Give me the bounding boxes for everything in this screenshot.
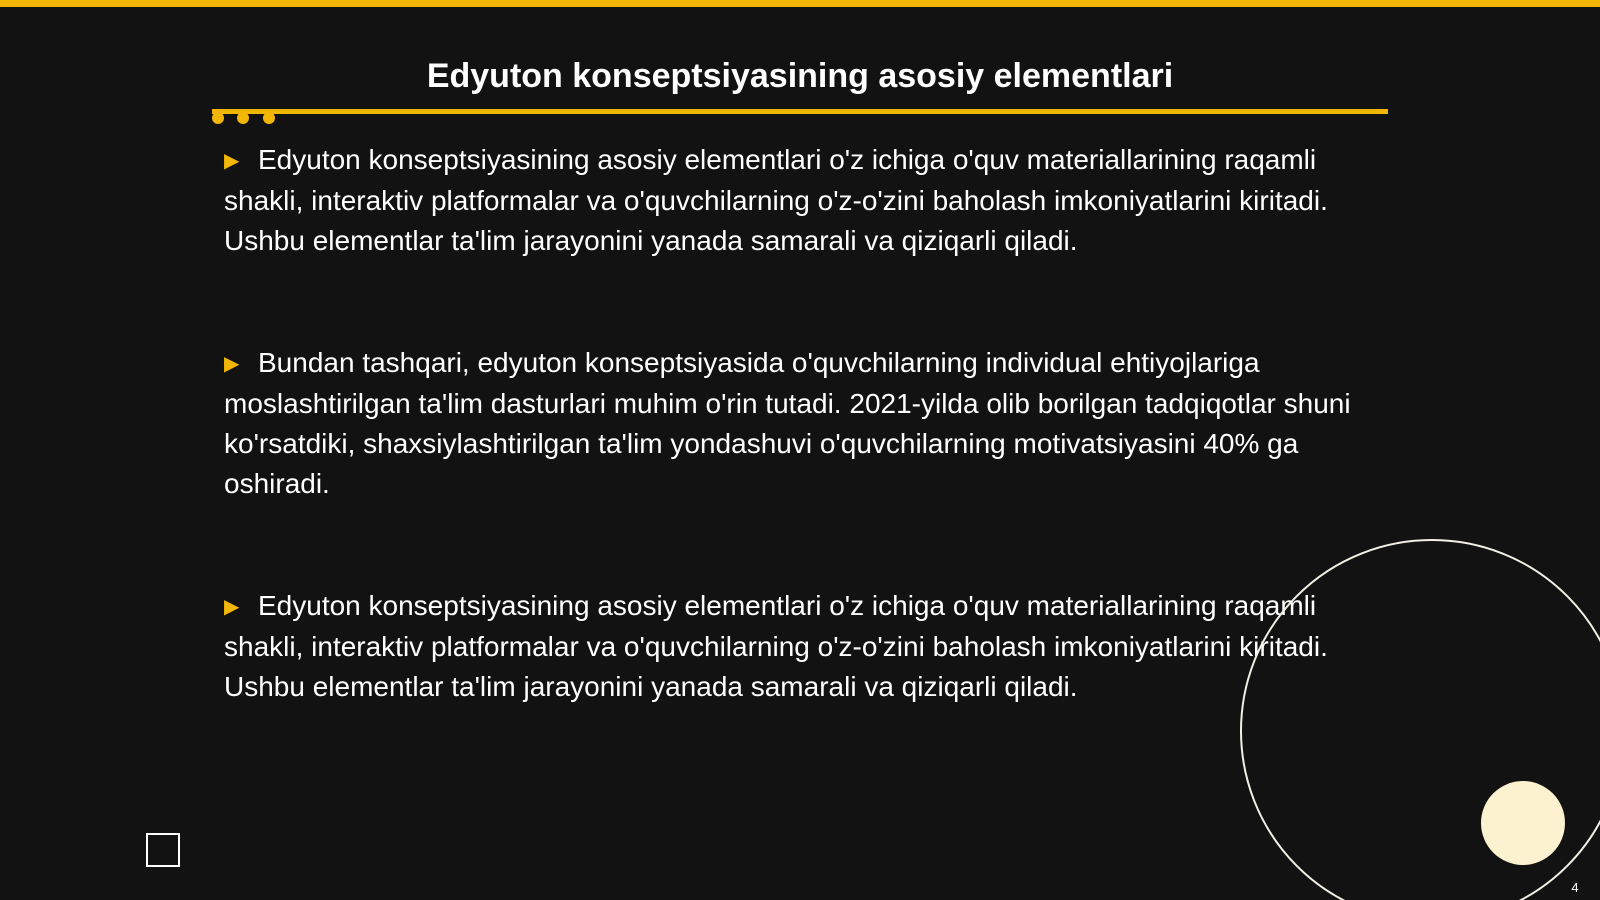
slide-title: Edyuton konseptsiyasining asosiy elementlari — [426, 57, 1174, 95]
triangle-right-icon: ▶ — [224, 353, 240, 375]
page-number: 4 — [1571, 880, 1579, 895]
filled-circle-decor — [1481, 781, 1565, 865]
square-outline-decor — [146, 833, 180, 867]
bullet-text: Edyuton konseptsiyasining asosiy elementlari o'z ichiga o'quv materiallarining raqamli shakli, interaktiv platformalar va o'quvchilarning o'z-o'zini baholash imkoniyatlarini kiritadi. Ushbu elementlar ta'lim jarayonini yanada samarali va qiziqarli qiladi. — [224, 590, 1328, 702]
bullet-paragraph-2 — [224, 343, 1374, 504]
accent-dot — [237, 112, 249, 124]
title-underline — [212, 109, 1388, 114]
bullet-text: Bundan tashqari, edyuton konseptsiyasida o'quvchilarning individual ehtiyojlariga moslashtirilgan ta'lim dasturlari muhim o'rin tutadi. 2021-yilda olib borilgan tadqiqotlar shuni ko'rsatdiki, shaxsiylashtirilgan ta'lim yondashuvi o'quvchilarning motivatsiyasini 40% ga oshiradi. — [224, 347, 1351, 499]
triangle-right-icon: ▶ — [224, 150, 240, 172]
bullet-text: Edyuton konseptsiyasining asosiy elementlari o'z ichiga o'quv materiallarining raqamli shakli, interaktiv platformalar va o'quvchilarning o'z-o'zini baholash imkoniyatlarini kiritadi. Ushbu elementlar ta'lim jarayonini yanada samarali va qiziqarli qiladi. — [224, 144, 1328, 256]
bullet-paragraph-1 — [224, 140, 1374, 261]
underline-dots — [212, 112, 282, 126]
bullet-list — [224, 140, 1374, 789]
triangle-right-icon: ▶ — [224, 596, 240, 618]
bullet-paragraph-3 — [224, 586, 1374, 707]
accent-dot — [212, 112, 224, 124]
top-accent-bar — [0, 0, 1600, 7]
accent-dot — [263, 112, 275, 124]
